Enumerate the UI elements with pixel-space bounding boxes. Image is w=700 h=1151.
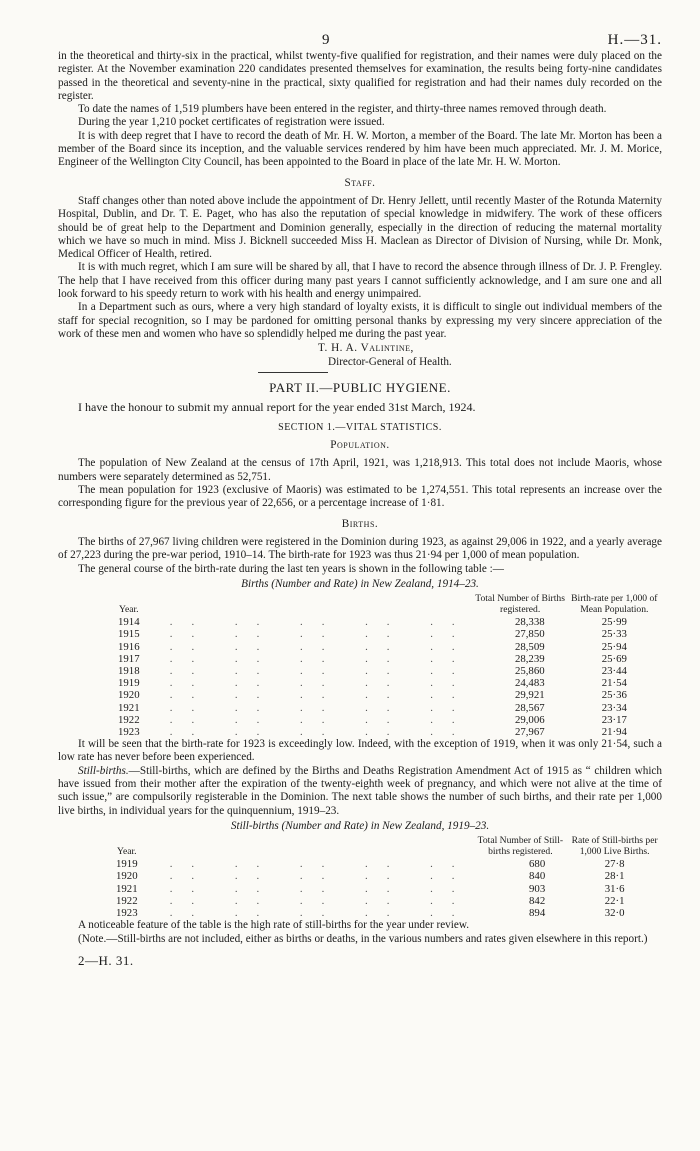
births-table <box>118 593 662 738</box>
column-header: Rate of Still-births per 1,000 Live Births. <box>571 835 658 857</box>
section-heading-staff: Staff. <box>344 176 376 189</box>
year-cell: 1919 <box>116 858 138 871</box>
table-row <box>116 883 662 895</box>
page-number: 9 <box>322 32 330 48</box>
leader-dots: .. .. .. .. .. <box>169 882 474 895</box>
paragraph: The general course of the birth-rate during the last ten years is shown in the following table :— <box>78 562 504 575</box>
rate-cell: 22·1 <box>604 894 625 907</box>
leader-dots: .. .. .. .. .. <box>169 870 474 883</box>
rate-cell: 21·94 <box>601 725 627 738</box>
column-header: Total Number of Births registered. <box>475 593 565 615</box>
paragraph: in the theoretical and thirty-six in the practical, whilst twenty-five qualified for registration, and their names were duly placed on the register. At the November examination 220 candidates presented themselves for examination, the results being forty-nine candidates passed in the theoretical and seventy-nine in the practical, sixty qualified for registration and had their names duly recorded on the register. <box>58 50 662 102</box>
paragraph: The births of 27,967 living children were registered in the Dominion during 1923, as against 29,006 in 1922, and a yearly average of 27,223 during the pre-war period, 1910–14. The birth-rate for 1923 was thus 21·94 per 1,000 of mean population. <box>58 535 662 562</box>
year-cell: 1916 <box>118 640 140 653</box>
year-cell: 1923 <box>116 907 138 920</box>
table-row <box>118 726 662 738</box>
table-row <box>118 653 662 665</box>
paragraph: The population of New Zealand at the census of 17th April, 1921, was 1,218,913. This total does not include Maoris, whose numbers were separately determined as 52,751. <box>58 457 662 483</box>
count-cell: 29,006 <box>514 713 545 726</box>
year-cell: 1920 <box>116 870 138 883</box>
count-cell: 894 <box>529 907 546 920</box>
year-cell: 1921 <box>118 701 140 714</box>
leader-dots: .. .. .. .. .. <box>169 725 474 738</box>
paragraph: A noticeable feature of the table is the high rate of still-births for the year under review. <box>78 919 469 932</box>
paragraph: Staff changes other than noted above include the appointment of Dr. Henry Jellett, until recently Master of the Rotunda Maternity Hospital, Dublin, and Dr. T. E. Paget, who has also the reputation of special knowledge in midwifery. The work of these officers should be of great help to the Department and Dominion generally, especially in the direction of reducing the maternal mortality which we have so much in mind. Miss J. Bicknell succeeded Miss H. Maclean as Director of Division of Nursing, while Dr. Monk, Medical Officer of Health, retired. <box>58 194 662 261</box>
table-caption: Still-births (Number and Rate) in New Zealand, 1919–23. <box>230 819 490 832</box>
rate-cell: 27·8 <box>604 858 625 871</box>
page-footer: 2—H. 31. <box>78 952 134 968</box>
count-cell: 25,860 <box>514 664 545 677</box>
paragraph: In a Department such as ours, where a very high standard of loyalty exists, it is difficult to single out individual members of the staff for special recognition, so I may be pardoned for omitting personal thanks by expressing my very sincere appreciation of the work of these men and women who have so splendidly helped me during the past year. <box>58 301 662 340</box>
part-heading: PART II.—PUBLIC HYGIENE. <box>269 380 451 396</box>
count-cell: 28,567 <box>514 701 545 714</box>
subheading-population: Population. <box>330 439 390 452</box>
count-cell: 27,850 <box>514 628 545 641</box>
year-cell: 1914 <box>118 616 140 629</box>
count-cell: 842 <box>529 894 546 907</box>
rate-cell: 25·94 <box>601 640 627 653</box>
leader-dots: .. .. .. .. .. <box>169 701 474 714</box>
leader-dots: .. .. .. .. .. <box>169 616 474 629</box>
count-cell: 680 <box>529 858 546 871</box>
table-row <box>118 641 662 653</box>
paragraph: It is with much regret, which I am sure will be shared by all, that I have to record the absence through illness of Dr. J. P. Frengley. The help that I have received from this officer during many past years I cannot sufficiently acknowledge, and I am sure one and all look forward to his speedy return to work with his health and energy unimpaired. <box>58 261 662 301</box>
signature-name: T. H. A. Valintine, <box>318 342 414 355</box>
count-cell: 28,509 <box>514 640 545 653</box>
table-row <box>118 702 662 714</box>
rate-cell: 25·69 <box>601 652 627 665</box>
divider <box>258 372 328 373</box>
table-row <box>118 714 662 726</box>
table-row <box>118 628 662 640</box>
document-page <box>58 0 662 967</box>
leader-dots: .. .. .. .. .. <box>169 640 474 653</box>
leader-dots: .. .. .. .. .. <box>169 652 474 665</box>
year-cell: 1921 <box>116 882 138 895</box>
table-row <box>116 895 662 907</box>
paragraph: During the year 1,210 pocket certificates of registration were issued. <box>78 116 385 129</box>
paragraph: Still-births.—Still-births, which are defined by the Births and Deaths Registration Amendment Act of 1915 as “ children which have issued from their mother after the expiration of the twenty-eighth week of pregnancy, and which were not alive at the time of such issue,” are compulsorily registerable in the Dominion. The next table shows the number of such births, and their rate per 1,000 live births, in individual years for the quinquennium, 1919–23. <box>58 764 662 817</box>
count-cell: 24,483 <box>514 677 545 690</box>
count-cell: 840 <box>529 870 546 883</box>
page-header <box>58 0 662 50</box>
column-header: Birth-rate per 1,000 of Mean Population. <box>571 593 658 615</box>
rate-cell: 23·44 <box>601 664 627 677</box>
leader-dots: .. .. .. .. .. <box>169 713 474 726</box>
year-cell: 1923 <box>118 725 140 738</box>
column-header: Year. <box>119 603 139 615</box>
year-cell: 1920 <box>118 689 140 702</box>
still-births-table <box>116 835 662 919</box>
table-row <box>116 870 662 882</box>
paragraph: It will be seen that the birth-rate for 1923 is exceedingly low. Indeed, with the exception of 1919, when it was only 21·54, such a low rate has never before been experienced. <box>58 738 662 764</box>
paragraph: (Note.—Still-births are not included, either as births or deaths, in the various numbers and rates given elsewhere in this report.) <box>78 932 648 945</box>
column-header: Year. <box>117 845 137 857</box>
paragraph: I have the honour to submit my annual report for the year ended 31st March, 1924. <box>78 399 476 414</box>
year-cell: 1922 <box>118 713 140 726</box>
signature-block <box>318 341 662 369</box>
paragraph-lead: Still-births. <box>78 764 129 777</box>
count-cell: 27,967 <box>514 725 545 738</box>
paragraph: To date the names of 1,519 plumbers have been entered in the register, and thirty-three names removed through death. <box>78 103 607 116</box>
leader-dots: .. .. .. .. .. <box>169 894 474 907</box>
table-row <box>118 689 662 701</box>
table-caption: Births (Number and Rate) in New Zealand, 1914–23. <box>241 577 479 590</box>
rate-cell: 25·99 <box>601 616 627 629</box>
table-row <box>118 677 662 689</box>
paragraph: It is with deep regret that I have to record the death of Mr. H. W. Morton, a member of the Board. The late Mr. Morton has been a member of the Board since its inception, and the valuable services rendered by him have been much appreciated. Mr. J. M. Morice, Engineer of the Wellington City Council, has been appointed to the Board in place of the late Mr. H. W. Morton. <box>58 129 662 169</box>
leader-dots: .. .. .. .. .. <box>169 858 474 871</box>
rate-cell: 21·54 <box>601 677 627 690</box>
rate-cell: 23·17 <box>601 713 627 726</box>
year-cell: 1919 <box>118 677 140 690</box>
count-cell: 28,338 <box>514 616 545 629</box>
leader-dots: .. .. .. .. .. <box>169 628 474 641</box>
subheading-births: Births. <box>341 517 379 530</box>
leader-dots: .. .. .. .. .. <box>169 677 474 690</box>
leader-dots: .. .. .. .. .. <box>169 664 474 677</box>
paragraph: The mean population for 1923 (exclusive of Maoris) was estimated to be 1,274,551. This total represents an increase over the corresponding figure for the previous year of 22,656, or a percentage increase of 1·81. <box>58 484 662 510</box>
section-heading: SECTION 1.—VITAL STATISTICS. <box>278 421 442 433</box>
year-cell: 1918 <box>118 664 140 677</box>
year-cell: 1917 <box>118 652 140 665</box>
table-row <box>118 616 662 628</box>
count-cell: 29,921 <box>514 689 545 702</box>
rate-cell: 25·36 <box>601 689 627 702</box>
leader-dots: .. .. .. .. .. <box>169 689 474 702</box>
rate-cell: 25·33 <box>601 628 627 641</box>
rate-cell: 32·0 <box>604 907 625 920</box>
count-cell: 903 <box>529 882 546 895</box>
rate-cell: 23·34 <box>601 701 627 714</box>
count-cell: 28,239 <box>514 652 545 665</box>
year-cell: 1915 <box>118 628 140 641</box>
rate-cell: 28·1 <box>604 870 625 883</box>
signature-title: Director-General of Health. <box>328 356 452 369</box>
document-reference: H.—31. <box>607 32 662 48</box>
table-row <box>116 907 662 919</box>
table-row <box>116 858 662 870</box>
column-header: Total Number of Still-births registered. <box>477 835 564 857</box>
table-row <box>118 665 662 677</box>
leader-dots: .. .. .. .. .. <box>169 907 474 920</box>
rate-cell: 31·6 <box>604 882 625 895</box>
year-cell: 1922 <box>116 894 138 907</box>
